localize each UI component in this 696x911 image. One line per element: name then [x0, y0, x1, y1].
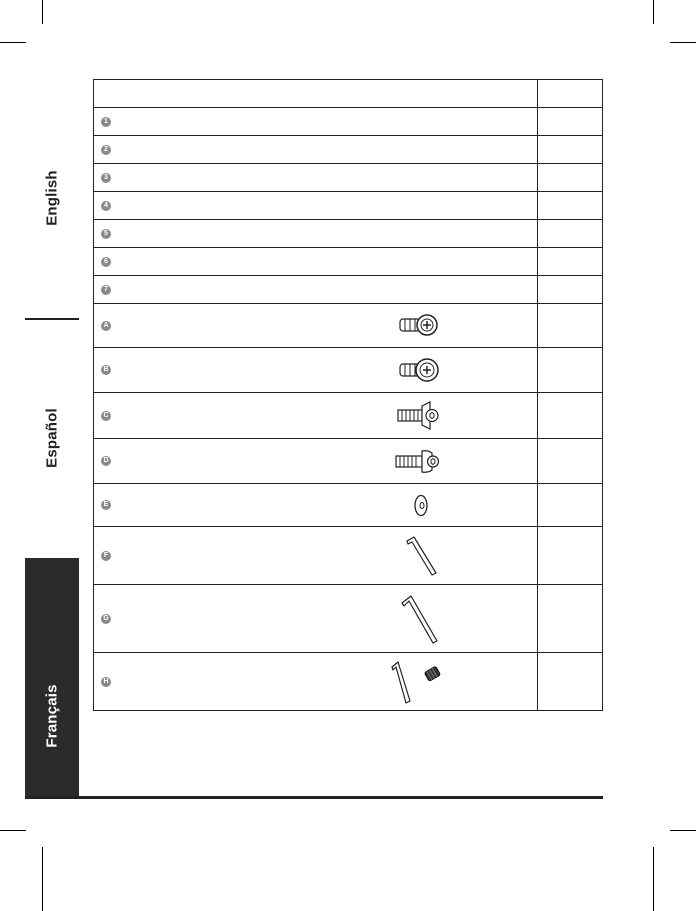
table-header-row	[94, 80, 603, 108]
hardware-cell	[94, 653, 538, 711]
lang-tab-label: Español	[43, 407, 61, 468]
part-cell	[94, 248, 538, 276]
quantity-cell	[538, 220, 603, 248]
hardware-cell	[94, 393, 538, 439]
table-row	[94, 220, 603, 248]
hardware-letter-badge: F	[101, 551, 111, 561]
table-row	[94, 304, 603, 348]
quantity-cell	[538, 393, 603, 439]
table-row	[94, 653, 603, 711]
table-row	[94, 393, 603, 439]
part-number-badge: 3	[101, 173, 111, 183]
large-allen-key-icon	[374, 585, 464, 652]
table-row	[94, 585, 603, 653]
lang-tab-label: English	[43, 169, 61, 226]
crop-mark	[670, 830, 696, 831]
crop-mark	[653, 847, 654, 911]
part-cell	[94, 136, 538, 164]
quantity-cell	[538, 276, 603, 304]
lang-tab-label: Français	[43, 684, 61, 749]
lang-tab-english	[25, 130, 79, 265]
crop-mark	[42, 0, 43, 24]
lang-tab-francais	[25, 558, 79, 798]
hardware-letter-badge: C	[101, 411, 111, 421]
parts-table	[93, 79, 603, 711]
lang-tab-espanol	[25, 370, 79, 505]
button-head-screw-icon	[374, 439, 464, 483]
part-number-badge: 4	[101, 201, 111, 211]
part-number-badge: 7	[101, 285, 111, 295]
quantity-cell	[538, 248, 603, 276]
part-number-badge: 1	[101, 117, 111, 127]
table-row	[94, 164, 603, 192]
hardware-cell	[94, 348, 538, 393]
thumb-screw-long-icon	[374, 348, 464, 392]
hardware-letter-badge: D	[101, 456, 111, 466]
washer-icon	[374, 484, 464, 526]
lang-tab-divider	[25, 318, 79, 320]
part-cell	[94, 276, 538, 304]
hardware-letter-badge: A	[101, 321, 111, 331]
quantity-cell	[538, 439, 603, 484]
crop-mark	[0, 42, 26, 43]
quantity-cell	[538, 136, 603, 164]
quantity-cell	[538, 348, 603, 393]
hardware-cell	[94, 439, 538, 484]
crop-mark	[653, 0, 654, 24]
quantity-cell	[538, 527, 603, 585]
small-allen-key-icon	[374, 527, 464, 584]
crop-mark	[42, 847, 43, 911]
quantity-cell	[538, 164, 603, 192]
allen-key-and-set-screw-icon	[374, 653, 464, 710]
hardware-letter-badge: G	[101, 614, 111, 624]
table-row	[94, 439, 603, 484]
hardware-cell	[94, 304, 538, 348]
table-row	[94, 108, 603, 136]
table-row	[94, 192, 603, 220]
table-row	[94, 527, 603, 585]
header-cell-quantity	[538, 80, 603, 108]
hardware-cell	[94, 527, 538, 585]
table-row	[94, 276, 603, 304]
quantity-cell	[538, 653, 603, 711]
header-cell-description	[94, 80, 538, 108]
table-row	[94, 484, 603, 527]
hardware-cell	[94, 585, 538, 653]
hardware-letter-badge: E	[101, 500, 111, 510]
quantity-cell	[538, 484, 603, 527]
quantity-cell	[538, 108, 603, 136]
part-number-badge: 5	[101, 229, 111, 239]
part-cell	[94, 108, 538, 136]
quantity-cell	[538, 585, 603, 653]
quantity-cell	[538, 192, 603, 220]
crop-mark	[670, 42, 696, 43]
part-cell	[94, 220, 538, 248]
table-row	[94, 348, 603, 393]
part-cell	[94, 164, 538, 192]
hardware-letter-badge: H	[101, 677, 111, 687]
hardware-letter-badge: B	[101, 365, 111, 375]
quantity-cell	[538, 304, 603, 348]
table-row	[94, 248, 603, 276]
part-cell	[94, 192, 538, 220]
bottom-rule	[25, 796, 603, 799]
part-number-badge: 6	[101, 257, 111, 267]
table-row	[94, 136, 603, 164]
part-number-badge: 2	[101, 145, 111, 155]
thumb-screw-short-icon	[374, 304, 464, 347]
flat-head-screw-icon	[374, 393, 464, 438]
crop-mark	[0, 830, 26, 831]
hardware-cell	[94, 484, 538, 527]
